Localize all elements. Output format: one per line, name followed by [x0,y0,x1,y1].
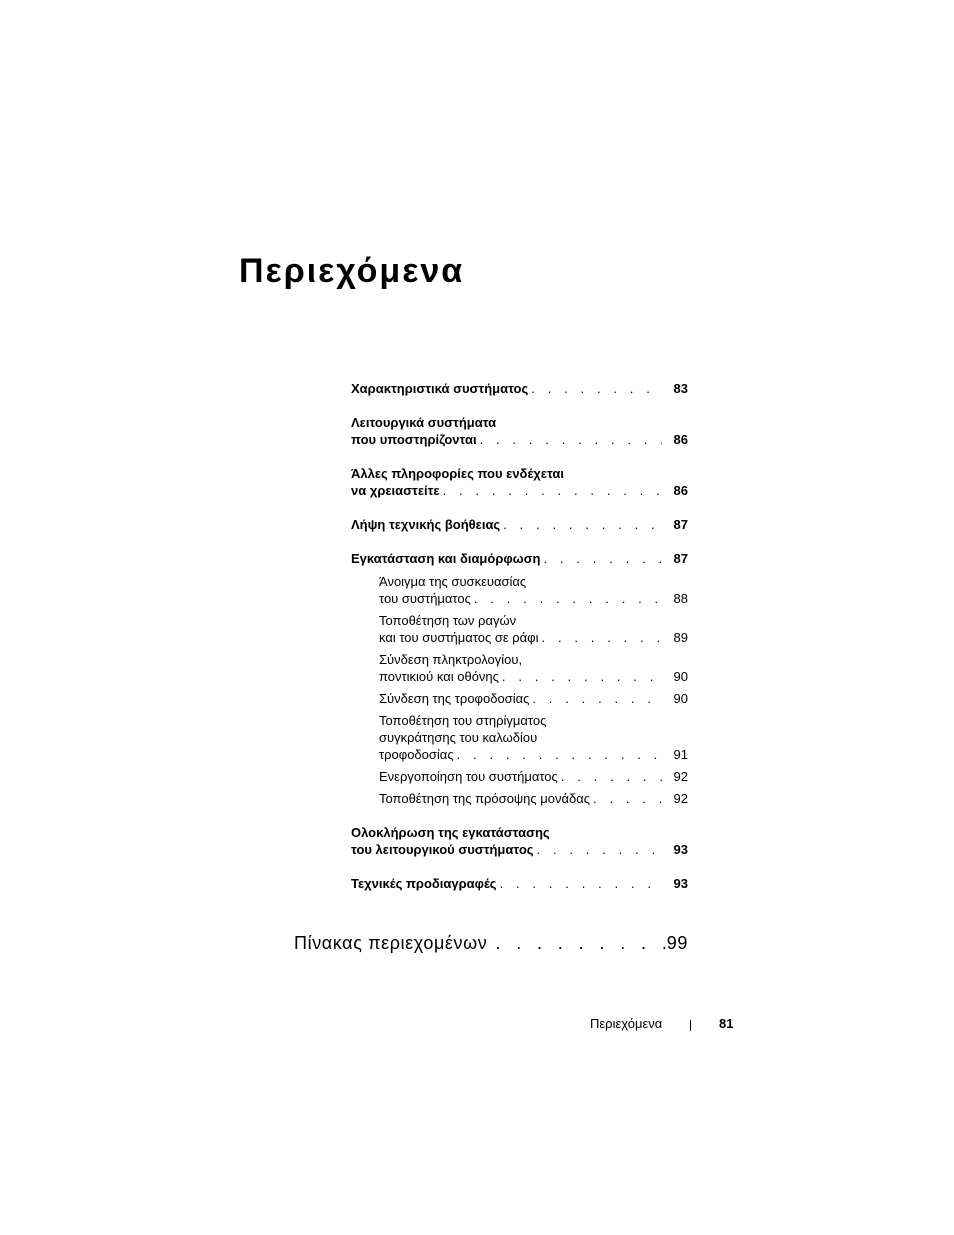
toc-entry-line [379,629,688,646]
index-page-number: 99 [666,933,688,953]
toc-page-number: 93 [673,876,688,891]
dot-leader [534,841,662,858]
toc-entry-label: Τοποθέτηση της πρόσοψης μονάδας [379,791,591,806]
toc-entry-label: Εγκατάσταση και διαμόρφωση [351,551,541,566]
toc-entry[interactable] [379,651,688,685]
toc-entry[interactable] [379,690,688,707]
toc-entry[interactable] [351,550,688,567]
toc-entry[interactable] [351,516,688,533]
dot-leader [471,590,662,607]
page-title: Περιεχόμενα [239,252,465,290]
dot-leader [558,768,662,785]
toc-entry[interactable] [351,875,688,892]
dot-leader [440,482,662,499]
toc-entry-line [351,550,688,567]
toc-page-number: 92 [673,791,688,806]
toc-entry[interactable] [351,380,688,397]
toc-entry-line [351,482,688,499]
toc-entry-label: Ενεργοποίηση του συστήματος [379,769,558,784]
toc-page-number: 86 [673,432,688,447]
toc-page-number: 92 [673,769,688,784]
dot-leader [497,875,662,892]
toc-entry-label: να χρειαστείτε [351,483,440,498]
toc-page-number: 86 [673,483,688,498]
toc-entry[interactable] [351,824,688,858]
toc-entry-line [379,690,688,707]
toc-entry[interactable] [351,465,688,499]
toc-entry-line: Άλλες πληροφορίες που ενδέχεται [351,466,565,481]
toc-entry[interactable] [379,768,688,785]
toc-entry-label: και του συστήματος σε ράφι [379,630,539,645]
toc-page-number: 93 [673,842,688,857]
toc-entry[interactable] [379,790,688,807]
toc-entry-line: Ολοκλήρωση της εγκατάστασης [351,825,550,840]
dot-leader [529,690,662,707]
index-label: Πίνακας περιεχομένων [294,933,488,953]
toc-entry-label: ποντικιού και οθόνης [379,669,499,684]
index-entry[interactable] [294,933,688,954]
toc-entry-label: Σύνδεση της τροφοδοσίας [379,691,530,706]
dot-leader [539,629,662,646]
toc-page-number: 87 [673,517,688,532]
footer-label: Περιεχόμενα [590,1016,663,1031]
toc-entry-label: Χαρακτηριστικά συστήματος [351,381,529,396]
toc-entry-line: Άνοιγμα της συσκευασίας [379,574,527,589]
dot-leader [500,516,662,533]
toc-entry-line: Λειτουργικά συστήματα [351,415,497,430]
toc-entry-label: του λειτουργικού συστήματος [351,842,534,857]
dot-leader [540,550,662,567]
toc-entry-line [379,768,688,785]
toc-entry-label: που υποστηρίζονται [351,432,477,447]
toc-entry-line: συγκράτησης του καλωδίου [379,730,538,745]
toc-entry-line [379,590,688,607]
toc-entry-label: τροφοδοσίας [379,747,454,762]
toc-entry-line [379,790,688,807]
dot-leader [528,380,662,397]
toc-page-number: 83 [673,381,688,396]
toc-page-number: 89 [673,630,688,645]
toc-entry-line [351,431,688,448]
toc-entry[interactable] [379,612,688,646]
toc-entry-line [351,516,688,533]
toc-page-number: 88 [673,591,688,606]
footer-page-number: 81 [719,1016,734,1031]
table-of-contents [351,380,688,892]
toc-entry-line [379,746,688,763]
footer-separator [690,1020,691,1031]
dot-leader [590,790,662,807]
toc-page-number: 87 [673,551,688,566]
dot-leader [499,668,662,685]
toc-entry-line: Σύνδεση πληκτρολογίου, [379,652,523,667]
toc-page-number: 90 [673,691,688,706]
toc-entry-line: Τοποθέτηση των ραγών [379,613,517,628]
toc-entry-label: του συστήματος [379,591,471,606]
toc-entry-label: Τεχνικές προδιαγραφές [351,876,497,891]
toc-entry-label: Λήψη τεχνικής βοήθειας [351,517,501,532]
toc-page-number: 90 [673,669,688,684]
toc-entry-line [351,875,688,892]
toc-entry-line [351,380,688,397]
toc-entry-line [379,668,688,685]
toc-entry-line [351,841,688,858]
toc-entry[interactable] [379,573,688,607]
dot-leader [454,746,662,763]
toc-entry[interactable] [351,414,688,448]
toc-page-number: 91 [673,747,688,762]
dot-leader [487,933,666,954]
dot-leader [477,431,662,448]
toc-entry-line: Τοποθέτηση του στηρίγματος [379,713,547,728]
toc-entry[interactable] [379,712,688,763]
